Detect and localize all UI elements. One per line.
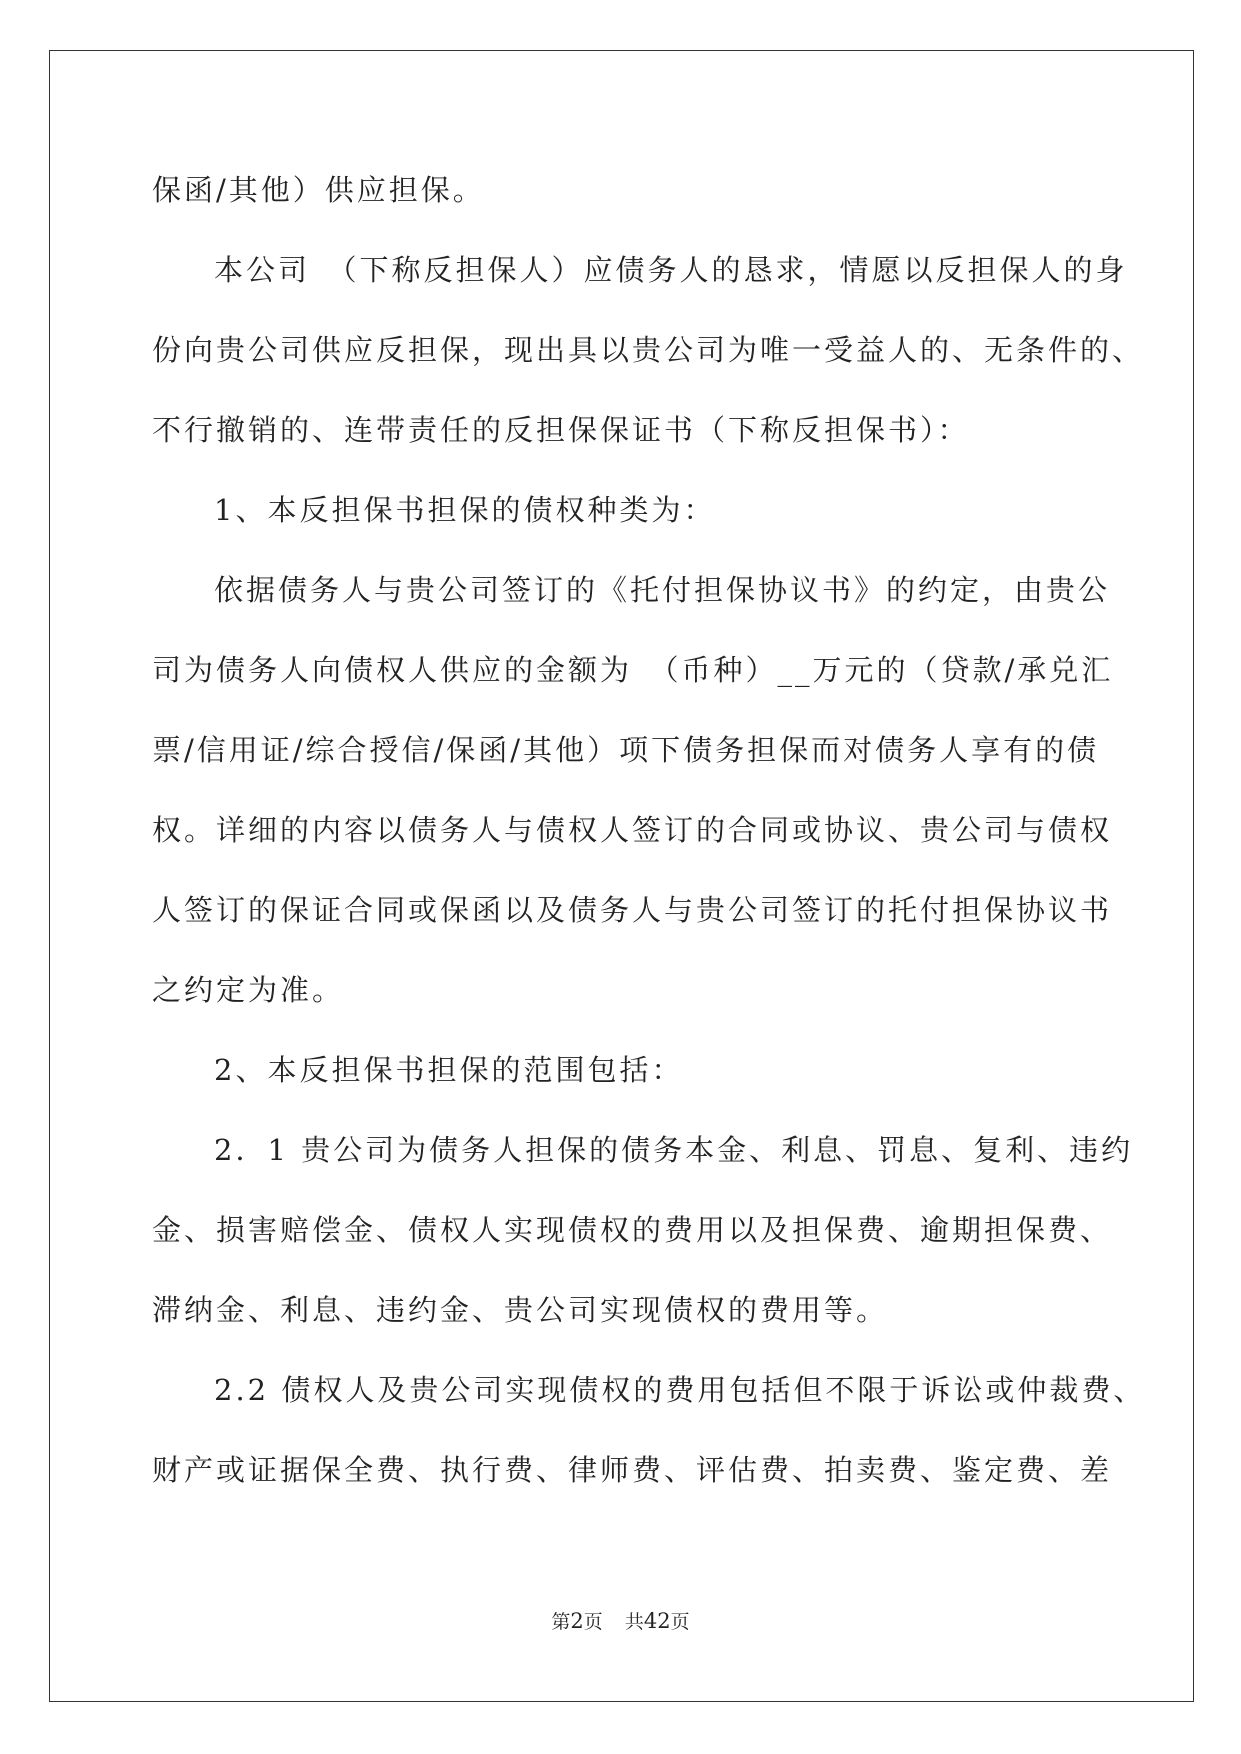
page-prefix: 第 — [551, 1611, 571, 1633]
text-line: 1、本反担保书担保的债权种类为： — [214, 493, 716, 527]
text-line: 本公司 （下称反担保人）应债务人的恳求，情愿以反担保人的身 — [214, 253, 1128, 287]
total-pages: 42 — [643, 1609, 671, 1633]
text-line: 依据债务人与贵公司签订的《托付担保协议书》的约定，由贵公 — [214, 573, 1111, 607]
text-line: 2．1 贵公司为债务人担保的债务本金、利息、罚息、复利、违约 — [214, 1133, 1134, 1167]
text-line: 财产或证据保全费、执行费、律师费、评估费、拍卖费、鉴定费、差 — [152, 1453, 1113, 1487]
text-line: 2.2 债权人及贵公司实现债权的费用包括但不限于诉讼或仲裁费、 — [214, 1373, 1146, 1407]
text-line: 权。详细的内容以债务人与债权人签订的合同或协议、贵公司与债权 — [152, 813, 1113, 847]
total-prefix: 共 — [624, 1611, 644, 1633]
page-footer — [0, 1609, 1241, 1634]
document-body — [152, 170, 1146, 1530]
total-suffix: 页 — [670, 1611, 690, 1633]
text-line: 滞纳金、利息、违约金、贵公司实现债权的费用等。 — [152, 1293, 889, 1327]
text-line: 之约定为准。 — [152, 973, 345, 1007]
text-line: 2、本反担保书担保的范围包括： — [214, 1053, 684, 1087]
text-line: 人签订的保证合同或保函以及债务人与贵公司签订的托付担保协议书 — [152, 893, 1113, 927]
text-line: 份向贵公司供应反担保，现出具以贵公司为唯一受益人的、无条件的、 — [152, 333, 1145, 367]
page-suffix: 页 — [583, 1611, 603, 1633]
text-line: 不行撤销的、连带责任的反担保保证书（下称反担保书）： — [152, 413, 970, 447]
text-line: 金、损害赔偿金、债权人实现债权的费用以及担保费、逾期担保费、 — [152, 1213, 1113, 1247]
text-line: 司为债务人向债权人供应的金额为 （币种）__万元的（贷款/承兑汇 — [152, 653, 1114, 687]
text-line: 票/信用证/综合授信/保函/其他）项下债务担保而对债务人享有的债 — [152, 733, 1100, 767]
page-number: 2 — [570, 1609, 584, 1633]
text-line: 保函/其他）供应担保。 — [152, 173, 485, 207]
